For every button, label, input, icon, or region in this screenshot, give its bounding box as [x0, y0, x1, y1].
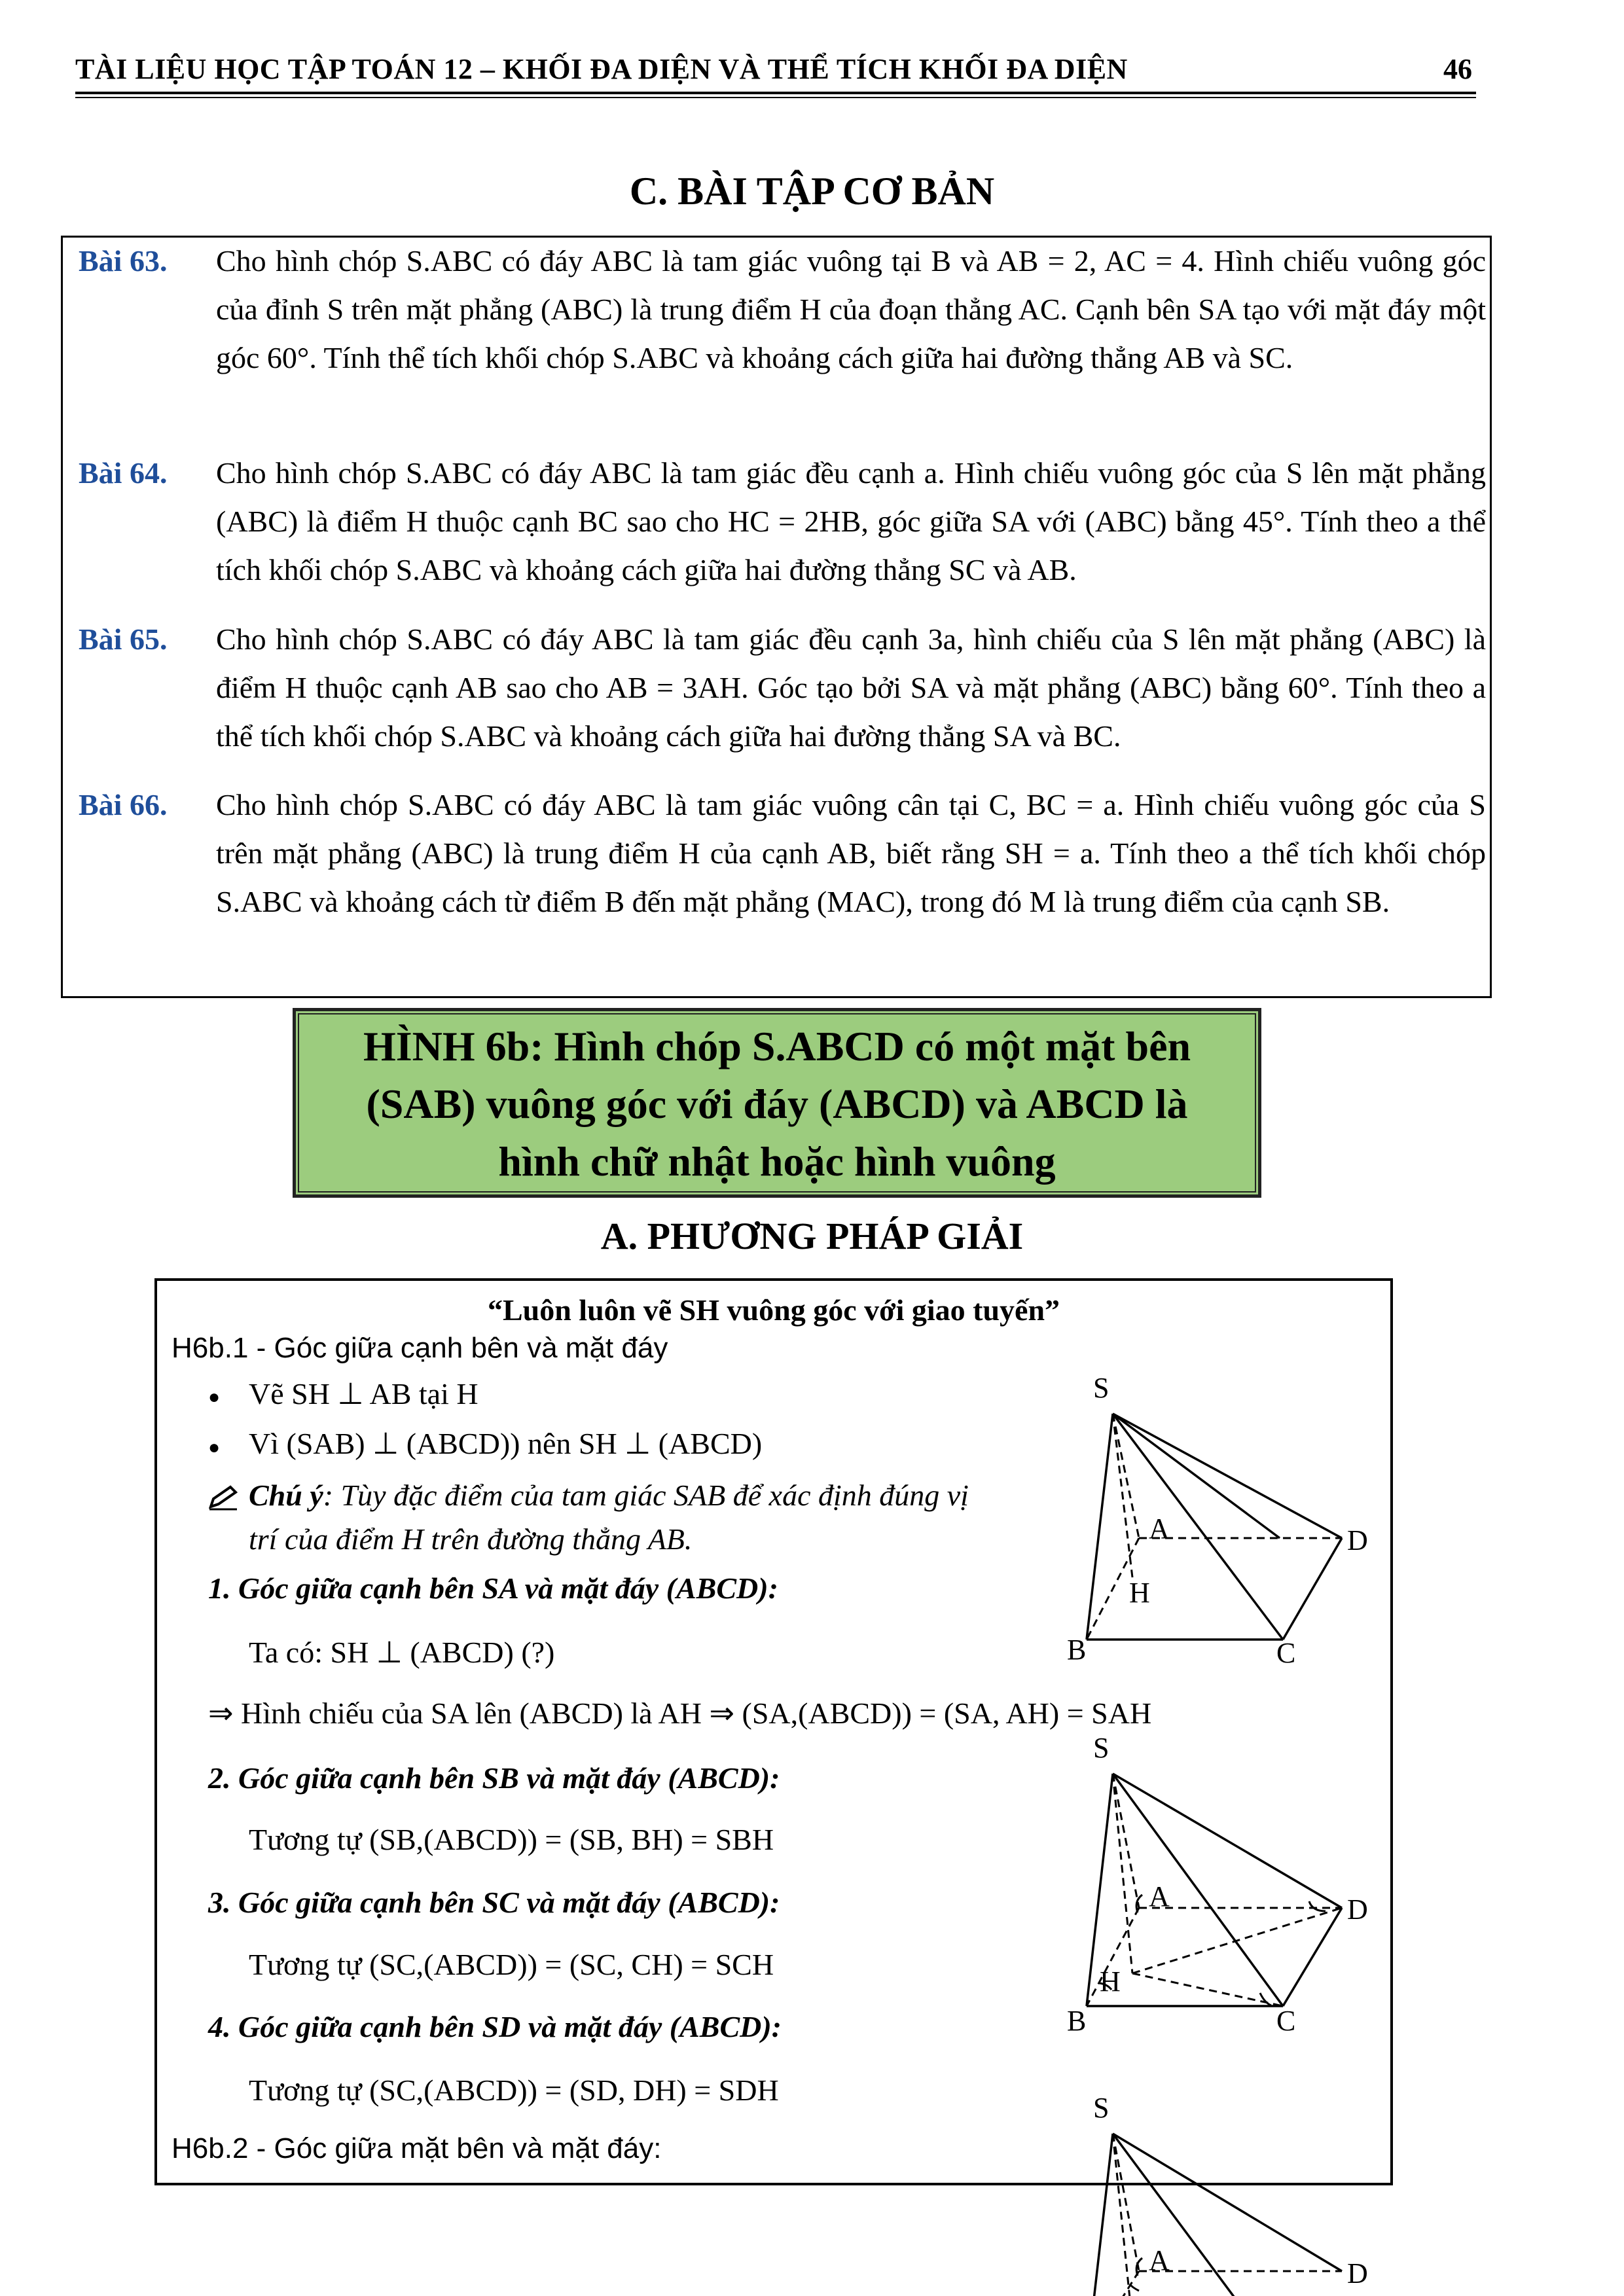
item-1b: ⇒ Hình chiếu của SA lên (ABCD) là AH ⇒ (SA,(ABCD)) = (SA, AH) = SAH	[208, 1696, 1152, 1730]
item-4: 4. Góc giữa cạnh bên SD và mặt đáy (ABCD):	[208, 2010, 782, 2043]
label-s: S	[1093, 1372, 1110, 1404]
method-quote: “Luôn luôn vẽ SH vuông góc với giao tuyến”	[487, 1293, 1060, 1327]
label-c: C	[1276, 2005, 1296, 2037]
exercise-text: Cho hình chóp S.ABC có đáy ABC là tam giác vuông tại B và AB = 2, AC = 4. Hình chiếu vuông góc của đỉnh S trên mặt phẳng (ABC) là trung điểm H của đoạn thẳng AC. Cạnh bên SA tạo với mặt đáy một góc 60°. Tính thể tích khối chóp S.ABC và khoảng cách giữa hai đường thẳng AB và SC.	[216, 244, 1486, 374]
pyramid-figure-3	[1034, 2088, 1401, 2296]
item-2a: Tương tự (SB,(ABCD)) = (SB, BH) = SBH	[249, 1823, 774, 1856]
bullet-1: Vẽ SH ⊥ AB tại H	[249, 1377, 478, 1410]
label-a: A	[1149, 1880, 1170, 1912]
exercise-label: Bài 66.	[79, 788, 168, 821]
note-line2: trí của điểm H trên đường thẳng AB.	[249, 1522, 693, 1556]
exercise-label: Bài 65.	[79, 622, 168, 656]
label-h: H	[1129, 1577, 1150, 1609]
label-a: A	[1149, 1513, 1170, 1545]
page-header-title: TÀI LIỆU HỌC TẬP TOÁN 12 – KHỐI ĐA DIỆN VÀ THỂ TÍCH KHỐI ĐA DIỆN	[75, 53, 1128, 85]
exercise-label: Bài 63.	[79, 244, 168, 278]
label-d: D	[1347, 1524, 1368, 1556]
item-1: 1. Góc giữa cạnh bên SA và mặt đáy (ABCD):	[208, 1571, 778, 1605]
exercise-label: Bài 64.	[79, 456, 168, 490]
label-c: C	[1276, 1637, 1296, 1669]
label-d: D	[1347, 2257, 1368, 2289]
bullet-2: Vì (SAB) ⊥ (ABCD)) nên SH ⊥ (ABCD)	[249, 1427, 763, 1460]
note	[249, 1478, 969, 1513]
item-2: 2. Góc giữa cạnh bên SB và mặt đáy (ABCD):	[208, 1761, 780, 1795]
exercise-text: Cho hình chóp S.ABC có đáy ABC là tam giác vuông cân tại C, BC = a. Hình chiếu vuông góc của S trên mặt phẳng (ABC) là trung điểm H của cạnh AB, biết rằng SH = a. Tính theo a thể tích khối chóp S.ABC và khoảng cách từ điểm B đến mặt phẳng (MAC), trong đó M là trung điểm của cạnh SB.	[216, 788, 1486, 918]
pyramid-figure-1	[1034, 1361, 1401, 1669]
hinh-6b-title	[293, 1018, 1261, 1191]
label-a: A	[1149, 2244, 1170, 2276]
label-b: B	[1067, 1634, 1087, 1666]
exercise-text: Cho hình chóp S.ABC có đáy ABC là tam giác đều cạnh 3a, hình chiếu của S lên mặt phẳng (ABC) là điểm H thuộc cạnh AB sao cho AB = 3AH. Góc tạo bởi SA và mặt phẳng (ABC) bằng 60°. Tính theo a thể tích khối chóp S.ABC và khoảng cách giữa hai đường thẳng SA và BC.	[216, 622, 1486, 753]
note-mark: Chú ý	[249, 1479, 323, 1512]
bullet-icon: ●	[208, 1386, 221, 1408]
label-d: D	[1347, 1893, 1368, 1926]
exercise-text: Cho hình chóp S.ABC có đáy ABC là tam giác đều cạnh a. Hình chiếu vuông góc của S lên mặt phẳng (ABC) là điểm H thuộc cạnh BC sao cho HC = 2HB, góc giữa SA với (ABC) bằng 45°. Tính theo a thể tích khối chóp S.ABC và khoảng cách giữa hai đường thẳng SC và AB.	[216, 456, 1486, 586]
page-number: 46	[1443, 53, 1472, 85]
section-c-title: C. BÀI TẬP CƠ BẢN	[629, 170, 995, 213]
pyramid-figure-2	[1034, 1728, 1401, 2042]
header-rule-thin	[75, 97, 1476, 98]
hinh-6b-line1: HÌNH 6b: Hình chóp S.ABCD có một mặt bên	[363, 1023, 1191, 1069]
label-b: B	[1067, 2005, 1087, 2037]
label-s: S	[1093, 1732, 1110, 1764]
hinh-6b-line2: (SAB) vuông góc với đáy (ABCD) và ABCD là	[366, 1081, 1188, 1127]
exercise-65	[79, 615, 1486, 761]
header-rule	[75, 92, 1476, 94]
exercise-64	[79, 449, 1486, 594]
exercise-66	[79, 781, 1486, 926]
label-s: S	[1093, 2092, 1110, 2124]
pencil-icon	[208, 1484, 240, 1511]
h6b1-heading: H6b.1 - Góc giữa cạnh bên và mặt đáy	[171, 1332, 668, 1364]
exercise-63	[79, 237, 1486, 382]
hinh-6b-line3: hình chữ nhật hoặc hình vuông	[498, 1138, 1056, 1185]
note-line1: : Tùy đặc điểm của tam giác SAB để xác định đúng vị	[323, 1479, 969, 1512]
item-4a: Tương tự (SC,(ABCD)) = (SD, DH) = SDH	[249, 2073, 779, 2107]
bullet-icon: ●	[208, 1437, 221, 1458]
label-h: H	[1100, 1965, 1121, 1998]
h6b2-heading: H6b.2 - Góc giữa mặt bên và mặt đáy:	[171, 2132, 662, 2164]
item-1a: Ta có: SH ⊥ (ABCD) (?)	[249, 1636, 555, 1669]
item-3: 3. Góc giữa cạnh bên SC và mặt đáy (ABCD):	[208, 1886, 780, 1919]
item-3a: Tương tự (SC,(ABCD)) = (SC, CH) = SCH	[249, 1948, 774, 1981]
section-a-title: A. PHƯƠNG PHÁP GIẢI	[600, 1215, 1024, 1257]
